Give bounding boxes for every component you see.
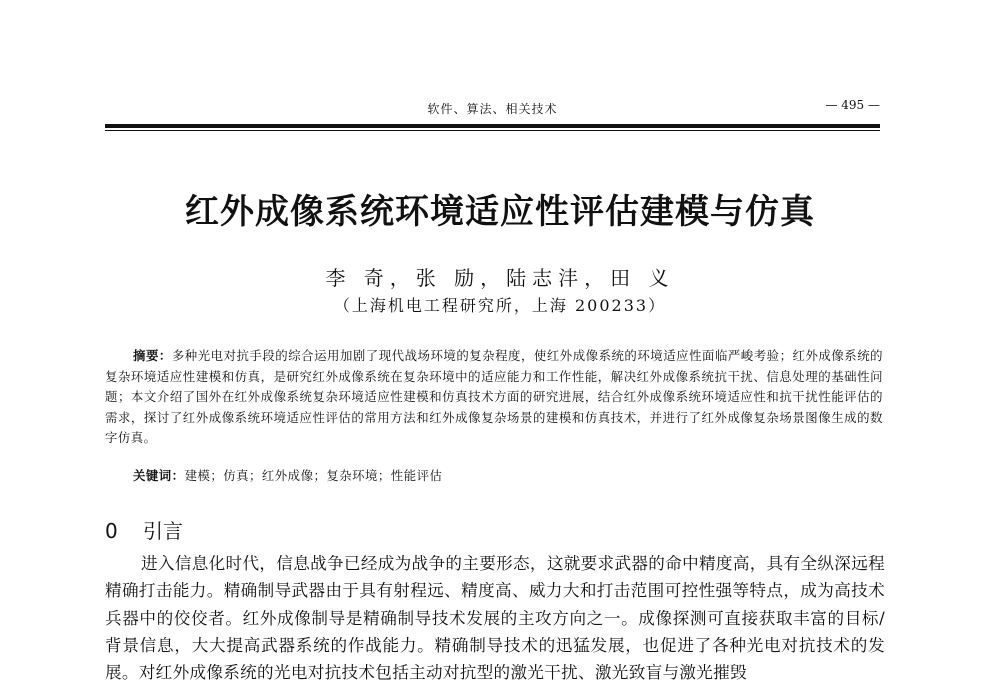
section-title: 引言 (143, 519, 183, 543)
section-heading (105, 515, 183, 544)
running-head-text: 软件、算法、相关技术 (427, 102, 558, 116)
paper-affiliation: （上海机电工程研究所，上海 200233） (333, 296, 667, 315)
body-paragraph (105, 550, 885, 686)
paper-authors: 李 奇，张 励，陆志沣，田 义 (325, 266, 675, 290)
keywords-text: 建模；仿真；红外成像；复杂环境；性能评估 (184, 468, 443, 483)
abstract (105, 346, 883, 449)
keywords-label: 关键词： (133, 468, 185, 483)
abstract-label: 摘要： (133, 348, 172, 363)
section-number: 0 (105, 519, 118, 543)
paper-title: 红外成像系统环境适应性评估建模与仿真 (185, 192, 815, 232)
running-header (105, 94, 880, 124)
abstract-text: 多种光电对抗手段的综合运用加剧了现代战场环境的复杂程度，使红外成像系统的环境适应性面临严峻考验；红外成像系统的复杂环境适应性建模和仿真，是研究红外成像系统在复杂环境中的适应能力和工作性能，解决红外成像系统抗干扰、信息处理的基础性问题；本文介绍了国外在红外成像系统复杂环境适应性建模和仿真技术方面的研究进展，结合红外成像系统环境适应性和抗干扰性能评估的需求，探讨了红外成像系统环境适应性评估的常用方法和红外成像复杂场景的建模和仿真技术，并进行了红外成像复杂场景图像生成的数字仿真。 (105, 348, 884, 445)
header-rule-thin (105, 130, 880, 131)
body-paragraph-text: 进入信息化时代，信息战争已经成为战争的主要形态，这就要求武器的命中精度高，具有全纵深远程精确打击能力。精确制导武器由于具有射程远、精度高、威力大和打击范围可控性强等特点，成为高技术兵器中的佼佼者。红外成像制导是精确制导技术发展的主攻方向之一。成像探测可直接获取丰富的目标/背景信息，大大提高武器系统的作战能力。精确制导技术的迅猛发展，也促进了各种光电对抗技术的发展。对红外成像系统的光电对抗技术包括主动对抗型的激光干扰、激光致盲与激光摧毁 (105, 554, 885, 683)
page-number: — 495 — (825, 98, 880, 112)
header-rule-thick (105, 124, 880, 128)
keywords (133, 466, 883, 484)
